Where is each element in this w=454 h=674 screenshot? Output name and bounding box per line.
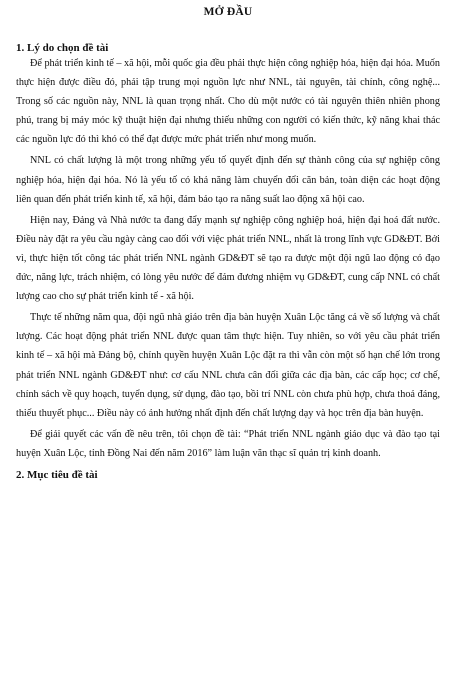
paragraph: Thực tế những năm qua, đội ngũ nhà giáo trên địa bàn huyện Xuân Lộc tăng cả về số lượng và chất lượng. Các hoạt động phát triển NNL được quan tâm thực hiện. Tuy nhiên, so với yêu cầu phát triển kinh tế – xã hội mà Đảng bộ, chính quyền huyện Xuân Lộc đặt ra thì vẫn còn một số hạn chế lớn trong phát triển NNL ngành GD&ĐT như: cơ cấu NNL chưa cân đối giữa các địa bàn, các cấp học; cơ chế, chính sách về quy hoạch, tuyển dụng, sử dụng, đào tạo, bồi trí NNL còn chưa phù hợp, chưa thoả đáng, thiếu thuyết phục... Điều này có ảnh hưởng nhất định đến chất lượng dạy và học trên địa bàn huyện. <box>16 312 440 419</box>
section-heading-reason: 1. Lý do chọn đề tài <box>16 42 109 54</box>
section-heading-objectives: 2. Mục tiêu đề tài <box>16 468 98 481</box>
paragraph: NNL có chất lượng là một trong những yếu tố quyết định đến sự thành công của sự nghiệp công nghiệp hóa, hiện đại hóa. Nó là yếu tố có khả năng làm chuyển đổi căn bản, toàn diện các hoạt động liên quan đến phát triển kinh tế, xã hội, đảm bảo tạo ra năng suất lao động xã hội cao. <box>16 155 440 205</box>
paragraph: Để giải quyết các vấn đề nêu trên, tôi chọn đề tài: “Phát triển NNL ngành giáo dục và đào tạo tại huyện Xuân Lộc, tỉnh Đồng Nai đến năm 2016” làm luận văn thạc sĩ quản trị kinh doanh. <box>16 428 440 459</box>
page-title: MỞ ĐẦU <box>203 6 253 18</box>
paragraph: Để phát triển kinh tế – xã hội, mỗi quốc gia đều phải thực hiện công nghiệp hóa, hiện đại hóa. Muốn thực hiện được điều đó, phải tập trung mọi nguồn lực như NNL, tài nguyên, tài chính, công nghệ... Trong số các nguồn này, NNL là quan trọng nhất. Cho dù một nước có tài nguyên thiên nhiên phong phú, trang bị máy móc kỹ thuật hiện đại nhưng thiếu những con người có kiến thức, kỹ năng khai thác các nguồn lực đó thì khó có thể đạt được mức phát triển như mong muốn. <box>16 58 440 146</box>
paragraph: Hiện nay, Đảng và Nhà nước ta đang đẩy mạnh sự nghiệp công nghiệp hoá, hiện đại hoá đất nước. Điều này đặt ra yêu cầu ngày càng cao đối với việc phát triển NNL, nhất là trong lĩnh vực GD&ĐT. Bởi vì, thực hiện tốt công tác phát triển NNL ngành GD&ĐT sẽ tạo ra được một đội ngũ lao động có đạo đức, năng lực, trách nhiệm, có lòng yêu nước để đảm đương nhiệm vụ GD&ĐT, cung cấp NNL có chất lượng cao cho sự phát triển kinh tế - xã hội. <box>16 214 440 303</box>
